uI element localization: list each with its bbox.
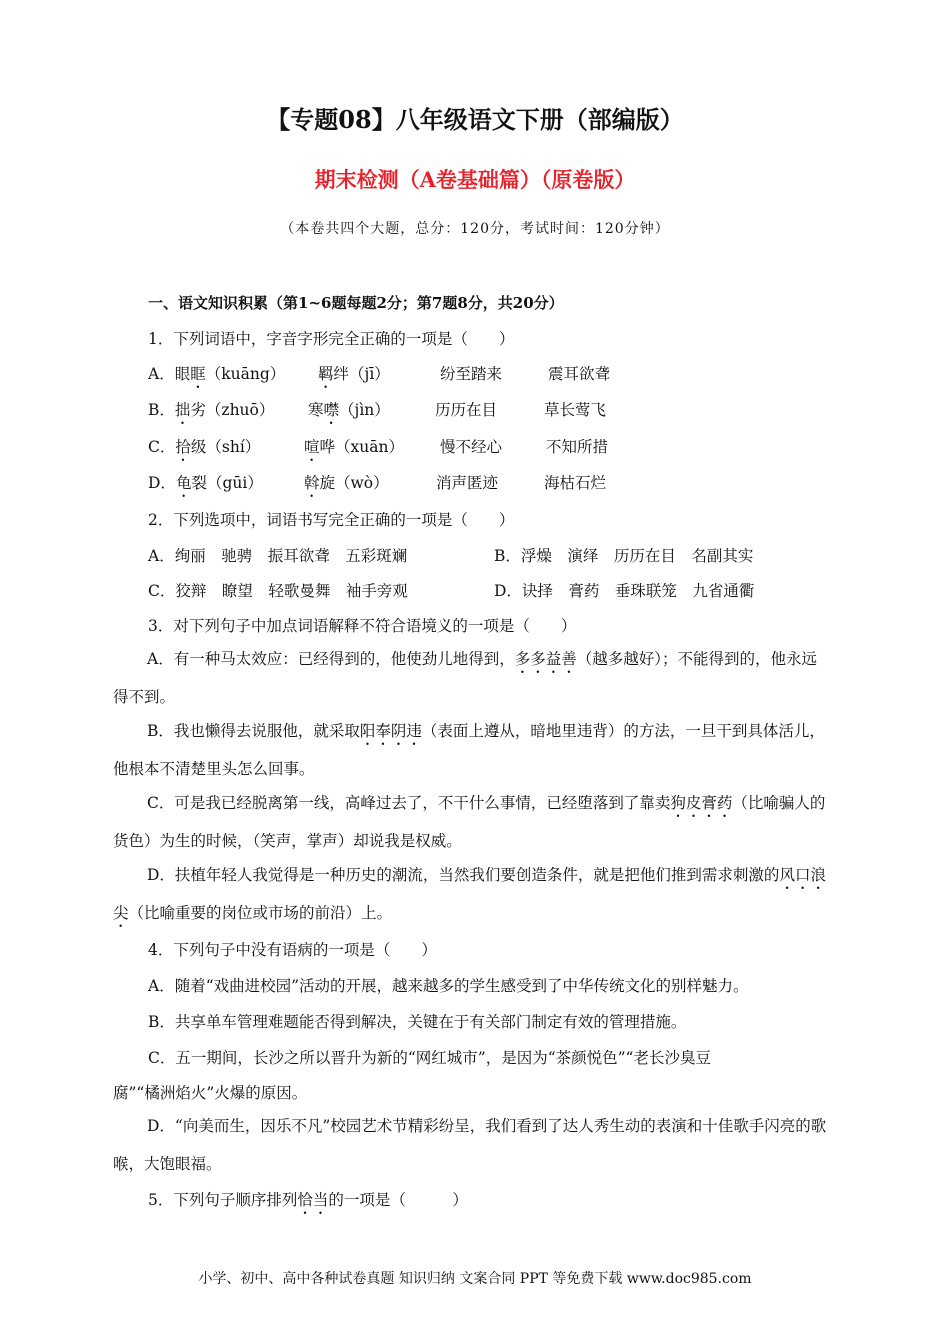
section-heading: 一、语文知识积累（第1~6题每题2分；第7题8分，共20分） [148,294,564,312]
q1-a-word4: 震耳欲聋 [548,365,611,383]
q3-option-a: A．有一种马太效应：已经得到的，他使劲儿地得到，多多益善（越多越好）；不能得到的，他永远得不到。 [113,650,817,706]
q4-option-c-line2: 腐”“橘洲焰火”火爆的原因。 [113,1084,308,1102]
q1-a-word2: 羁绊（jī） [318,365,390,383]
q2-option-d: D．诀择 膏药 垂珠联笼 九省通衢 [494,582,755,600]
exam-note: （本卷共四个大题，总分：120分，考试时间：120分钟） [280,221,670,237]
q1-d-word2: 斡旋（wò） [304,474,389,492]
question-5-stem: 5．下列句子顺序排列恰当的一项是（ ） [148,1191,468,1209]
q1-c-word2: 喧哗（xuān） [304,438,404,456]
q1-d-word3: 消声匿迹 [436,474,499,492]
question-3-stem: 3．对下列句子中加点词语解释不符合语境义的一项是（ ） [148,617,577,635]
page-title: 【专题08】八年级语文下册（部编版） [266,105,684,134]
q4-option-b: B．共享单车管理难题能否得到解决，关键在于有关部门制定有效的管理措施。 [148,1013,687,1031]
q3-option-c: C．可是我已经脱离第一线，高峰过去了，不干什么事情，已经堕落到了靠卖狗皮膏药（比喻骗人的货色）为生的时候，（笑声，掌声）却说我是权威。 [113,794,826,850]
q1-c-word3: 慢不经心 [440,438,503,456]
q1-b-word3: 历历在目 [435,401,498,419]
q2-option-a: A．绚丽 驰骋 振耳欲聋 五彩斑斓 [148,547,408,565]
q2-option-b: B．浮燥 演绎 历历在目 名副其实 [494,547,754,565]
q3-option-d: D．扶植年轻人我觉得是一种历史的潮流，当然我们要创造条件，就是把他们推到需求刺激的风口浪尖（比喻重要的岗位或市场的前沿）上。 [113,866,826,922]
footer-text: 小学、初中、高中各种试卷真题 知识归纳 文案合同 PPT 等免费下载 www.doc985.com [198,1271,752,1287]
question-4-stem: 4．下列句子中没有语病的一项是（ ） [148,941,437,959]
q2-option-c: C．狡辩 瞭望 轻歌曼舞 袖手旁观 [148,582,408,600]
q4-option-a: A．随着“戏曲进校园”活动的开展，越来越多的学生感受到了中华传统文化的别样魅力。 [148,977,749,995]
q1-option-b: B．拙劣（zhuō） [148,401,275,419]
q1-b-word4: 草长莺飞 [544,401,607,419]
q1-a-word3: 纷至踏来 [440,365,503,383]
question-2-stem: 2．下列选项中，词语书写完全正确的一项是（ ） [148,511,515,529]
q1-b-word2: 寒噤（jìn） [308,401,390,419]
q4-option-c-line1: C．五一期间，长沙之所以晋升为新的“网红城市”，是因为“茶颜悦色”“老长沙臭豆 [148,1049,711,1067]
q4-option-d: D．“向美而生，因乐不凡”校园艺术节精彩纷呈，我们看到了达人秀生动的表演和十佳歌手闪亮的歌喉，大饱眼福。 [113,1117,827,1173]
question-1-stem: 1．下列词语中，字音字形完全正确的一项是（ ） [148,330,515,348]
q3-option-b: B．我也懒得去说服他，就采取阳奉阴违（表面上遵从，暗地里违背）的方法，一旦干到具体活儿，他根本不清楚里头怎么回事。 [113,722,825,778]
q1-d-word4: 海枯石烂 [544,474,607,492]
q1-option-a: A．眼眶（kuāng） [148,365,286,383]
page-subtitle: 期末检测（A卷基础篇）（原卷版） [314,167,636,192]
q1-option-c: C．拾级（shí） [148,438,261,456]
q1-option-d: D．龟裂（gūi） [148,474,263,492]
q1-c-word4: 不知所措 [546,438,609,456]
